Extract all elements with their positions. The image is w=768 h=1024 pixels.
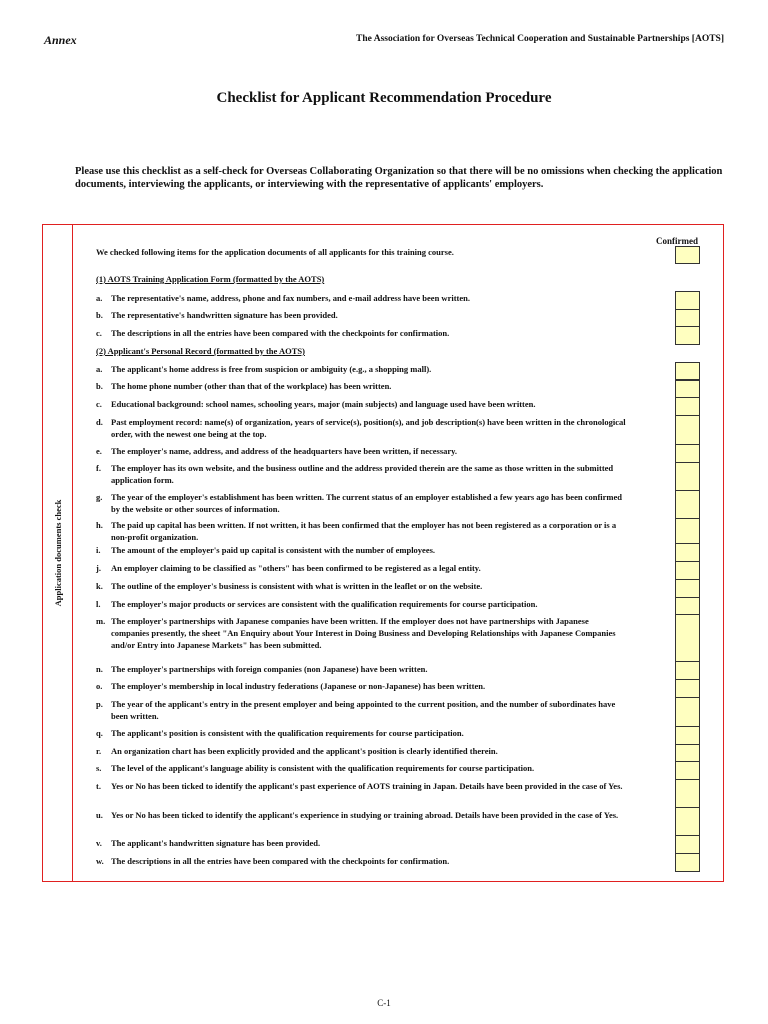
item-letter: a. <box>96 364 103 374</box>
confirm-box-intro[interactable] <box>675 246 700 264</box>
item-text: Educational background: school names, schooling years, major (main subjects) and language used have been written. <box>111 399 536 409</box>
item-letter: r. <box>96 746 102 756</box>
item-letter: n. <box>96 664 103 674</box>
confirm-box[interactable] <box>675 380 700 398</box>
item-letter: q. <box>96 728 103 738</box>
item-text: The representative's handwritten signature has been provided. <box>111 310 338 320</box>
confirmed-header: Confirmed <box>656 236 698 246</box>
section-2-title: (2) Applicant's Personal Record (formatted by the AOTS) <box>96 346 305 356</box>
item-letter: m. <box>96 616 106 626</box>
page-number: C-1 <box>377 998 391 1008</box>
checklist-item <box>96 519 626 543</box>
item-text: The employer's major products or services are consistent with the qualification requirements for course participation. <box>111 599 538 609</box>
confirm-box[interactable] <box>675 518 700 544</box>
item-letter: l. <box>96 599 101 609</box>
section-1-title: (1) AOTS Training Application Form (formatted by the AOTS) <box>96 274 325 284</box>
item-text: The applicant's position is consistent with the qualification requirements for course participation. <box>111 728 464 738</box>
item-letter: e. <box>96 446 102 456</box>
item-text: The applicant's handwritten signature has been provided. <box>111 838 321 848</box>
page-title: Checklist for Applicant Recommendation Procedure <box>216 90 552 106</box>
item-letter: p. <box>96 699 103 709</box>
checklist-item <box>96 745 626 757</box>
checklist-item <box>96 416 626 440</box>
item-text: The home phone number (other than that of the workplace) has been written. <box>111 381 392 391</box>
confirm-box[interactable] <box>675 579 700 598</box>
item-text: The employer has its own website, and the business outline and the address provided therein are the same as those written in the submitted application form. <box>111 463 614 485</box>
confirm-box[interactable] <box>675 807 700 836</box>
checklist-item <box>96 398 626 410</box>
item-letter: j. <box>96 563 101 573</box>
checklist-item <box>96 615 626 651</box>
item-letter: c. <box>96 399 102 409</box>
item-letter: a. <box>96 293 103 303</box>
side-column <box>43 225 73 881</box>
checklist-item <box>96 680 626 692</box>
checklist-item <box>96 363 626 375</box>
confirm-box[interactable] <box>675 291 700 310</box>
confirm-box[interactable] <box>675 614 700 662</box>
checklist-item <box>96 309 626 321</box>
confirm-box[interactable] <box>675 661 700 680</box>
checklist-item <box>96 380 626 392</box>
checklist-item <box>96 855 626 867</box>
item-letter: u. <box>96 810 103 820</box>
checklist-item <box>96 580 626 592</box>
checklist-item <box>96 327 626 339</box>
item-text: The paid up capital has been written. If not written, it has been confirmed that the employer has not been registered as a corporation or is a non-profit organization. <box>111 520 617 542</box>
item-text: The descriptions in all the entries have been compared with the checkpoints for confirmation. <box>111 328 450 338</box>
checklist-item <box>96 837 626 849</box>
checklist-item <box>96 780 626 792</box>
checklist-item <box>96 544 626 556</box>
confirm-box[interactable] <box>675 597 700 615</box>
checklist-item <box>96 562 626 574</box>
confirm-box[interactable] <box>675 462 700 491</box>
intro-paragraph: Please use this checklist as a self-check for Overseas Collaborating Organization so that there will be no omissions when checking the application documents, interviewing the applicants, or interviewing with the representative of applicants' employers. <box>75 166 723 190</box>
item-text: The amount of the employer's paid up capital is consistent with the number of employees. <box>111 545 436 555</box>
checklist-item <box>96 698 626 722</box>
confirm-box[interactable] <box>675 490 700 519</box>
confirm-box[interactable] <box>675 679 700 698</box>
checklist-item <box>96 445 626 457</box>
item-text: The employer's membership in local industry federations (Japanese or non-Japanese) has been written. <box>111 681 486 691</box>
item-letter: c. <box>96 328 102 338</box>
item-text: The year of the employer's establishment has been written. The current status of an employer established a few years ago has been confirmed by the website or other sources of information. <box>111 492 622 514</box>
confirm-box[interactable] <box>675 397 700 416</box>
item-text: The descriptions in all the entries have been compared with the checkpoints for confirmation. <box>111 856 450 866</box>
checklist-item <box>96 462 626 486</box>
item-text: An employer claiming to be classified as "others" has been confirmed to be registered as a legal entity. <box>111 563 481 573</box>
item-letter: o. <box>96 681 103 691</box>
checklist-intro-line: We checked following items for the application documents of all applicants for this training course. <box>96 247 454 257</box>
confirm-box[interactable] <box>675 853 700 872</box>
item-letter: i. <box>96 545 101 555</box>
item-text: The outline of the employer's business is consistent with what is written in the leaflet or on the website. <box>111 581 483 591</box>
item-letter: f. <box>96 463 101 473</box>
confirm-box[interactable] <box>675 779 700 808</box>
item-letter: w. <box>96 856 104 866</box>
item-letter: b. <box>96 381 103 391</box>
item-letter: d. <box>96 417 103 427</box>
item-letter: g. <box>96 492 103 502</box>
confirm-box[interactable] <box>675 444 700 463</box>
checklist-item <box>96 491 626 515</box>
item-text: The year of the applicant's entry in the present employer and being appointed to the current position, and the number of subordinates have been written. <box>111 699 616 721</box>
confirm-box[interactable] <box>675 744 700 762</box>
confirm-box[interactable] <box>675 309 700 327</box>
checklist-item <box>96 598 626 610</box>
item-letter: v. <box>96 838 102 848</box>
item-text: The level of the applicant's language ability is consistent with the qualification requirements for course participation. <box>111 763 535 773</box>
item-text: The representative's name, address, phone and fax numbers, and e-mail address have been written. <box>111 293 470 303</box>
item-text: Yes or No has been ticked to identify the applicant's past experience of AOTS training in Japan. Details have been provided in the case of Yes. <box>111 781 623 791</box>
organization-name: The Association for Overseas Technical Cooperation and Sustainable Partnerships [AOTS] <box>356 34 724 44</box>
confirm-box[interactable] <box>675 726 700 745</box>
item-letter: h. <box>96 520 103 530</box>
checklist-item <box>96 762 626 774</box>
checklist-item <box>96 809 626 821</box>
confirm-box[interactable] <box>675 415 700 445</box>
confirm-box[interactable] <box>675 362 700 380</box>
confirm-box[interactable] <box>675 697 700 727</box>
item-letter: k. <box>96 581 103 591</box>
item-text: Past employment record: name(s) of organization, years of service(s), position(s), and job description(s) have been written in the chronological order, with the newest one being at the top. <box>111 417 626 439</box>
confirm-box[interactable] <box>675 326 700 345</box>
item-text: The employer's partnerships with Japanese companies have been written. If the employer does not have partnerships with Japanese companies presently, the sheet "An Enquiry about Your Interest in Doing Business and Developing Relationships with Japanese Companies and/or Entry into Japanese Markets" has been submitted. <box>111 616 616 650</box>
item-letter: b. <box>96 310 103 320</box>
confirm-box[interactable] <box>675 543 700 562</box>
item-text: An organization chart has been explicitly provided and the applicant's position is clearly identified therein. <box>111 746 498 756</box>
annex-label: Annex <box>44 33 77 47</box>
confirm-box[interactable] <box>675 561 700 580</box>
checklist-item <box>96 727 626 739</box>
confirm-box[interactable] <box>675 835 700 854</box>
item-letter: t. <box>96 781 101 791</box>
confirm-box[interactable] <box>675 761 700 780</box>
checklist-item <box>96 292 626 304</box>
item-letter: s. <box>96 763 102 773</box>
item-text: The employer's partnerships with foreign companies (non Japanese) have been written. <box>111 664 428 674</box>
item-text: The applicant's home address is free from suspicion or ambiguity (e.g., a shopping mall). <box>111 364 432 374</box>
checklist-item <box>96 663 626 675</box>
side-label: Application documents check <box>53 499 63 607</box>
item-text: The employer's name, address, and address of the headquarters have been written, if necessary. <box>111 446 458 456</box>
item-text: Yes or No has been ticked to identify the applicant's experience in studying or training abroad. Details have been provided in the case of Yes. <box>111 810 619 820</box>
